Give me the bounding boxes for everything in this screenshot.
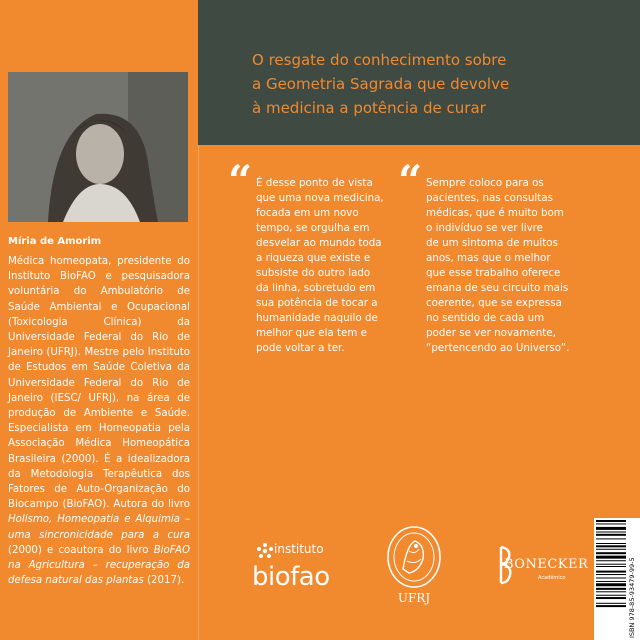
barcode-bar [596, 588, 626, 590]
quote-line: pacientes, nas consultas [426, 192, 553, 204]
barcode-bar [596, 595, 626, 596]
barcode-bar [596, 574, 626, 575]
barcode-bar [596, 549, 626, 550]
tagline [252, 48, 622, 120]
barcode-bar [596, 571, 626, 573]
quote-line: desvelar ao mundo toda [256, 237, 382, 249]
quote-1 [256, 176, 384, 356]
quote-mark-2: “ [398, 156, 417, 205]
quote-line: poder se ver novamente, [426, 327, 556, 339]
quote-line: da linha, sobretudo em [256, 282, 376, 294]
bio-text: (2017). [143, 575, 185, 587]
barcode-bar [596, 603, 626, 604]
quote-line: coerente, que se expressa [426, 297, 562, 309]
quote-line: humanidade naquilo de [256, 312, 378, 324]
quote-line: focada em um novo [256, 207, 359, 219]
biofao-instituto-label: instituto [274, 542, 324, 556]
quote-line: pode voltar a ter. [256, 342, 345, 354]
barcode-bar [596, 564, 626, 565]
biofao-logo [250, 540, 330, 600]
quote-line: emana de seu circuito mais [426, 282, 569, 294]
quote-line: subsiste do outro lado [256, 267, 371, 279]
author-bio [8, 254, 190, 588]
barcode-bar [596, 534, 626, 536]
quote-2 [426, 176, 569, 356]
quote-mark-1: “ [228, 156, 247, 205]
bonecker-subtitle: Acadêmico [538, 575, 566, 581]
isbn-barcode [594, 518, 640, 640]
quote-line: É desse ponto de vista [256, 177, 373, 189]
barcode-bars [596, 520, 626, 638]
barcode-bar [596, 538, 626, 539]
quote-line: o indivíduo se ver livre [426, 222, 544, 234]
barcode-bar [596, 545, 626, 547]
bio-text: (2000) e coautora do livro [8, 544, 154, 556]
tagline-line: à medicina a potência de curar [252, 99, 486, 117]
barcode-bar [596, 552, 626, 554]
barcode-bar [596, 532, 626, 533]
bio-book-title: Holismo, Homeopatia e Alquimia – uma sincronicidade para a cura [8, 514, 190, 541]
barcode-bar [596, 591, 626, 592]
quote-line: médicas, que é muito bom [426, 207, 564, 219]
quote-line: de um sintoma de muitos [426, 237, 558, 249]
quote-line: a riqueza que existe e [256, 252, 371, 264]
author-name: Míria de Amorim [8, 236, 102, 247]
quote-line: que uma nova medicina, [256, 192, 384, 204]
isbn-number: ISBN 978-85-93479-99-5 [628, 557, 636, 638]
quote-line: no sentido de cada um [426, 312, 545, 324]
ufrj-logo [383, 525, 445, 610]
barcode-bar [596, 597, 626, 599]
barcode-bar [596, 523, 626, 524]
tagline-line: O resgate do conhecimento sobre [252, 51, 507, 69]
barcode-bar [596, 520, 626, 522]
barcode-bar [596, 556, 626, 559]
quote-line: Sempre coloco para os [426, 177, 544, 189]
bio-text: Médica homeopata, presidente do Instituto BioFAO e pesquisadora voluntária do Ambulatório de Saúde Ambiental e Ocupacional (Toxicologia Clínica) da Universidade Federal do Rio de Janeiro (UFRJ). Mestre pelo Instituto de Estudos em Saúde Coletiva da Universidade Federal do Rio de Janeiro (IESC/ UFRJ), na área de produção de Ambiente e Saúde. Especialista em Homeopatia pela Associação Médica Homeopática Brasileira (2000). É a idealizadora da Metodologia Terapêutica dos Fatores de Auto-Organização do Biocampo (BioFAO). Autora do livro [8, 256, 190, 511]
quote-line: anos, mas que o melhor [426, 252, 551, 264]
quote-line: sua potência de tocar a [256, 297, 378, 309]
barcode-bar [596, 566, 626, 567]
ufrj-emblem-icon [385, 525, 443, 589]
barcode-bar [596, 605, 626, 607]
quote-line: “pertencendo ao Universo”. [426, 342, 570, 354]
ufrj-label: UFRJ [397, 591, 431, 605]
bonecker-logo [498, 545, 589, 600]
bonecker-name: BONECKER [504, 557, 589, 572]
barcode-bar [596, 581, 626, 582]
barcode-bar [596, 578, 626, 579]
bio-book-title: BioFAO na Agricultura – recuperação da defesa natural das plantas [8, 544, 190, 587]
quote-line: que esse trabalho oferece [426, 267, 561, 279]
quote-line: melhor que ela tem e [256, 327, 368, 339]
barcode-bar [596, 560, 626, 561]
barcode-bar [596, 527, 626, 530]
author-portrait-image [8, 72, 188, 222]
tagline-line: a Geometria Sagrada que devolve [252, 75, 510, 93]
biofao-flower-icon [256, 542, 274, 560]
author-photo [8, 72, 188, 222]
barcode-bar [596, 543, 626, 544]
quote-line: tempo, se orgulha em [256, 222, 370, 234]
biofao-brand-label: biofao [252, 562, 330, 592]
barcode-bar [596, 583, 626, 586]
